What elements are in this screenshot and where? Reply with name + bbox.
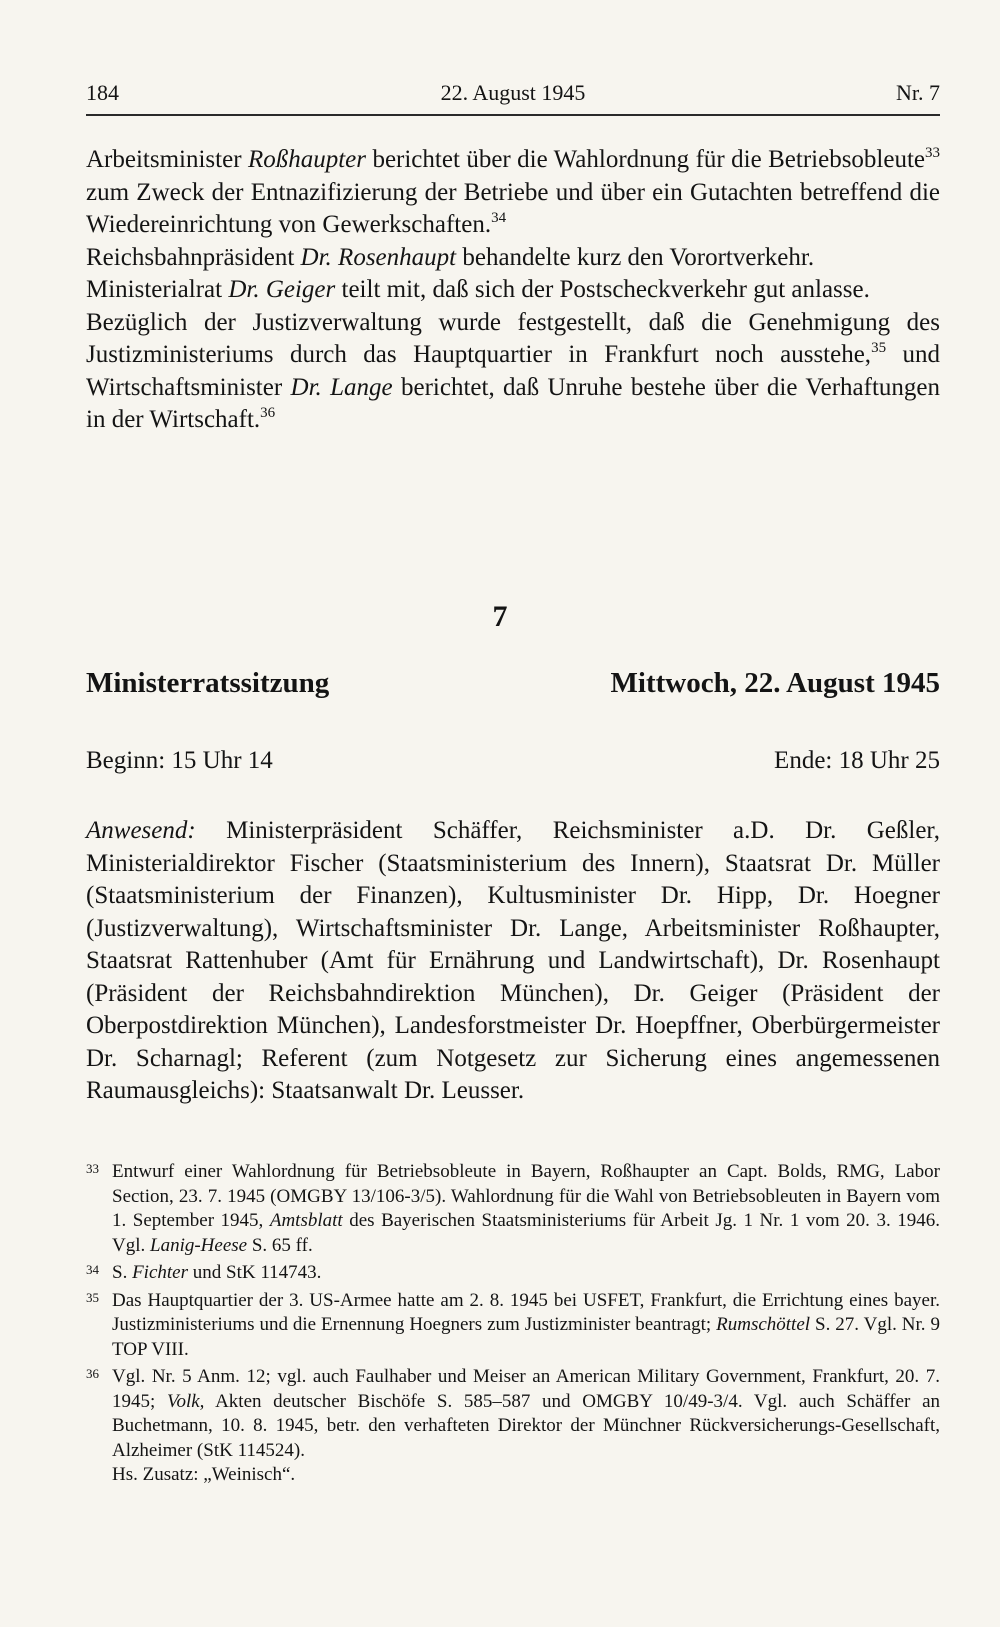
footnote-34 — [86, 1261, 940, 1286]
text-run: S. — [112, 1262, 133, 1283]
text-run: des Bayerischen Staatsministeriums für Arbeit Jg. 1 Nr. 1 vom 20. 3. 1946. Vgl. — [112, 1210, 940, 1256]
footnote-33 — [86, 1160, 940, 1258]
text-run: S. 65 ff. — [247, 1234, 313, 1256]
text-run: und Wirtschaftsminister — [86, 341, 941, 401]
text-run: zum Zweck der Entnazifizierung der Betriebe und über ein Gutachten betreffend die Wiedereinrichtung von Gewerkschaften. — [86, 178, 940, 238]
footnote-36 — [86, 1365, 940, 1488]
text-run: teilt mit, daß sich der Postscheckverkehr gut anlasse. — [335, 276, 870, 303]
footnote-ref-36[interactable]: 36 — [260, 405, 276, 421]
footnote-mark: 35 — [86, 1289, 99, 1305]
footnotes — [86, 1160, 940, 1491]
text-run: Entwurf einer Wahlordnung für Betriebsobleute in Bayern, Roßhaupter an Capt. Bolds, RMG, Labor Section, 23. 7. 1945 (OMGBY 13/106-3/5). Wahlordnung für die Wahl von Betriebsobleuten in Bayern vom 1. September 1945, — [112, 1161, 940, 1231]
attendees-list: Ministerpräsident Schäffer, Reichsminister a.D. Dr. Geßler, Ministerialdirektor Fischer (Staatsministerium des Innern), Staatsrat Dr. Müller (Staatsministerium der Finanzen), Kultusminister Dr. Hipp, Dr. Hoegner (Justizverwaltung), Wirtschaftsminister Dr. Lange, Arbeitsminister Roßhaupter, Staatsrat Rattenhuber (Amt für Ernährung und Landwirtschaft), Dr. Rosenhaupt (Präsident der Reichsbahndirektion München), Dr. Geiger (Präsident der Oberpostdirektion München), Landesforstmeister Dr. Hoepffner, Oberbürgermeister Dr. Scharnagl; Referent (zum Notgesetz zur Sicherung eines angemessenen Raumausgleichs): Staatsanwalt Dr. Leusser. — [86, 817, 940, 1104]
paragraph-justizverwaltung — [86, 307, 940, 437]
text-run: und StK 114743. — [188, 1262, 322, 1283]
text-run: Akten deutscher Bischöfe S. 585–587 und OMGBY 10/49-3/4. Vgl. auch Schäffer an Buchetmann, 10. 8. 1945, betr. den verhafteten Direktor der Münchner Rückversicherungs-Gesellschaft, Alzheimer (StK 114524). — [112, 1390, 940, 1461]
section-number: 7 — [492, 600, 508, 633]
source-title: Fichter — [132, 1262, 189, 1283]
page-number: 184 — [86, 80, 119, 105]
attendees-label: Anwesend: — [86, 817, 196, 844]
body-text — [86, 144, 940, 437]
source-title: Amtsblatt — [269, 1210, 343, 1231]
section-date: Mittwoch, 22. August 1945 — [610, 667, 940, 699]
section-title: Ministerratssitzung — [86, 667, 330, 699]
footnote-35 — [86, 1289, 940, 1363]
footnote-mark: 33 — [86, 1161, 99, 1176]
text-run: Reichsbahnpräsident — [86, 243, 301, 271]
footnote-ref-35[interactable]: 35 — [871, 340, 887, 356]
footnote-mark: 34 — [86, 1262, 99, 1277]
paragraph-rosshaupter — [86, 144, 940, 242]
begin-time: Beginn: 15 Uhr 14 — [86, 747, 273, 774]
source-title: Lanig-Heese — [150, 1234, 248, 1256]
header-document-number: Nr. 7 — [896, 80, 940, 105]
handwritten-addition-note: Hs. Zusatz: „Weinisch“. — [112, 1464, 296, 1485]
text-run: berichtet, daß Unruhe bestehe über die Verhaftungen in der Wirtschaft. — [86, 373, 941, 433]
person-name: Dr. Lange — [290, 373, 393, 401]
person-name: Roßhaupter — [247, 146, 367, 173]
text-run: S. 27. Vgl. Nr. 9 TOP VIII. — [112, 1314, 940, 1360]
text-run: behandelte kurz den Vorortverkehr. — [456, 243, 815, 271]
text-run: Arbeitsminister — [86, 146, 248, 173]
footnote-ref-33[interactable]: 33 — [925, 145, 941, 161]
header-date: 22. August 1945 — [440, 80, 586, 105]
person-name: Dr. Geiger — [228, 276, 336, 303]
paragraph-rosenhaupt — [86, 242, 940, 275]
footnote-mark: 36 — [86, 1366, 99, 1381]
running-header — [86, 76, 940, 116]
text-run: Bezüglich der Justizverwaltung wurde festgestellt, daß die Genehmigung des Justizministeriums durch das Hauptquartier in Frankfurt noch ausstehe, — [86, 308, 940, 368]
paragraph-geiger — [86, 274, 940, 307]
source-title: Rumschöttel — [716, 1314, 811, 1335]
text-run: Ministerialrat — [86, 276, 229, 303]
end-time: Ende: 18 Uhr 25 — [774, 747, 940, 774]
source-title: Volk, — [166, 1390, 205, 1412]
text-run: berichtet über die Wahlordnung für die Betriebsobleute — [366, 146, 926, 173]
attendees-paragraph — [86, 815, 940, 1108]
text-run: Vgl. Nr. 5 Anm. 12; vgl. auch Faulhaber und Meiser an American Military Government, Frankfurt, 20. 7. 1945; — [112, 1366, 940, 1412]
person-name: Dr. Rosenhaupt — [300, 243, 457, 271]
text-run: Das Hauptquartier der 3. US-Armee hatte am 2. 8. 1945 bei USFET, Frankfurt, die Errichtung eines bayer. Justizministeriums und die Ernennung Hoegners zum Justizminister beantragt; — [112, 1289, 940, 1335]
footnote-ref-34[interactable]: 34 — [491, 210, 507, 226]
